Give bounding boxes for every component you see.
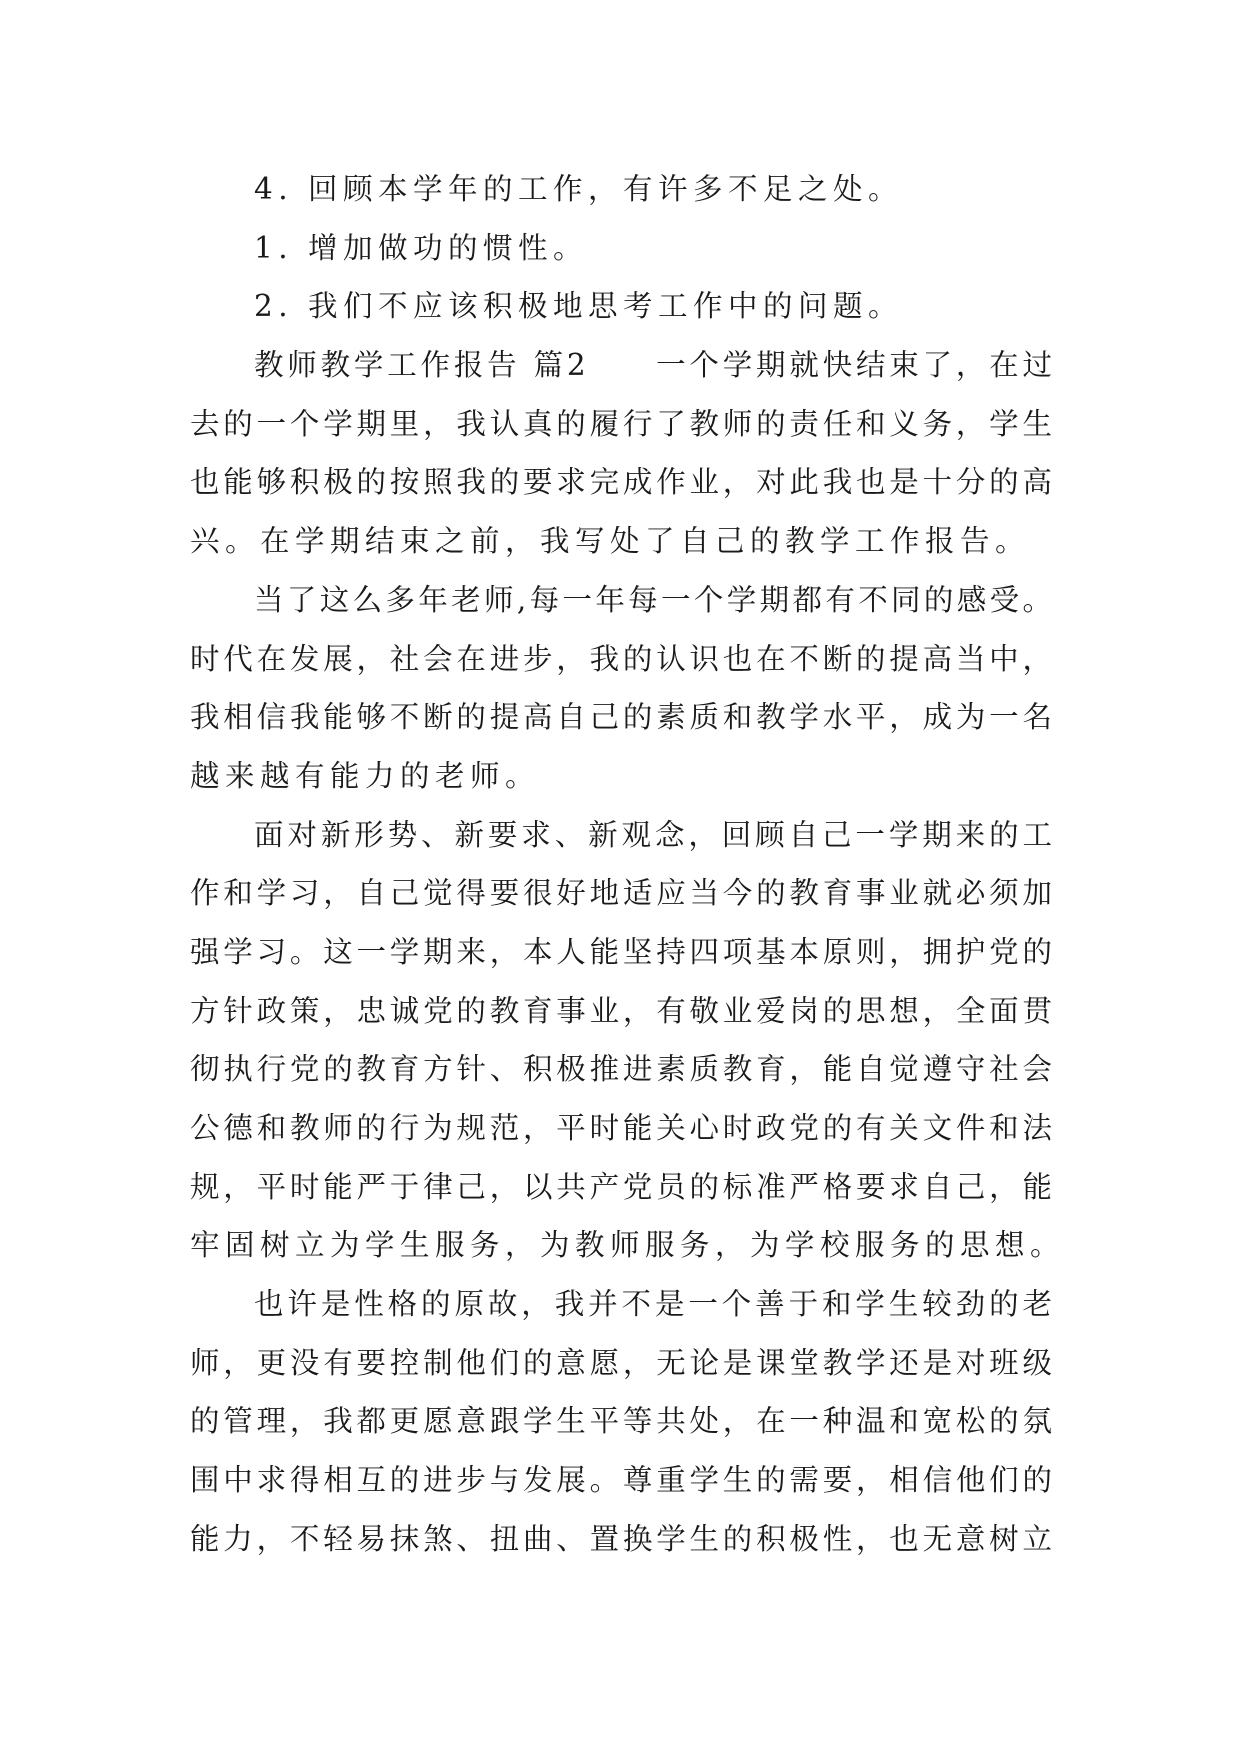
list-item: 4. 回顾本学年的工作，有许多不足之处。	[254, 172, 904, 206]
paragraph-line: 师，更没有要控制他们的意愿，无论是课堂教学还是对班级	[190, 1345, 1052, 1380]
document-body	[190, 160, 1066, 1569]
paragraph-line: 强学习。这一学期来，本人能坚持四项基本原则，拥护党的	[190, 934, 1052, 969]
paragraph-line: 能力，不轻易抹煞、扭曲、置换学生的积极性，也无意树立	[190, 1521, 1052, 1556]
paragraph-line: 时代在发展，社会在进步，我的认识也在不断的提高当中，	[190, 641, 1052, 676]
paragraph-line: 围中求得相互的进步与发展。尊重学生的需要，相信他们的	[190, 1463, 1052, 1498]
list-item: 2. 我们不应该积极地思考工作中的问题。	[254, 289, 904, 324]
paragraph-line: 的管理，我都更愿意跟学生平等共处，在一种温和宽松的氛	[190, 1404, 1052, 1439]
paragraph-line: 方针政策，忠诚党的教育事业，有敬业爱岗的思想，全面贯	[190, 993, 1052, 1028]
paragraph-line: 牢固树立为学生服务，为教师服务，为学校服务的思想。	[190, 1228, 1066, 1263]
paragraph-line: 兴。在学期结束之前，我写处了自己的教学工作报告。	[190, 524, 1031, 559]
paragraph-line: 公德和教师的行为规范，平时能关心时政党的有关文件和法	[190, 1111, 1052, 1145]
paragraph-line: 也能够积极的按照我的要求完成作业，对此我也是十分的高	[190, 465, 1052, 500]
paragraph-line: 规，平时能严于律己，以共产党员的标准严格要求自己，能	[190, 1169, 1052, 1204]
paragraph-line: 教师教学工作报告 篇2 一个学期就快结束了，在过	[254, 348, 1052, 383]
paragraph-line: 也许是性格的原故，我并不是一个善于和学生较劲的老	[254, 1287, 1052, 1322]
paragraph-line: 我相信我能够不断的提高自己的素质和教学水平，成为一名	[190, 700, 1052, 735]
paragraph-line: 作和学习，自己觉得要很好地适应当今的教育事业就必须加	[190, 876, 1052, 911]
paragraph-line: 当了这么多年老师,每一年每一个学期都有不同的感受。	[254, 582, 1052, 617]
paragraph-line: 去的一个学期里，我认真的履行了教师的责任和义务，学生	[190, 406, 1052, 441]
paragraph-line: 彻执行党的教育方针、积极推进素质教育，能自觉遵守社会	[190, 1052, 1052, 1087]
paragraph-line: 越来越有能力的老师。	[190, 758, 541, 793]
paragraph-line: 面对新形势、新要求、新观念，回顾自己一学期来的工	[254, 817, 1052, 852]
list-item: 1. 增加做功的惯性。	[254, 230, 589, 265]
